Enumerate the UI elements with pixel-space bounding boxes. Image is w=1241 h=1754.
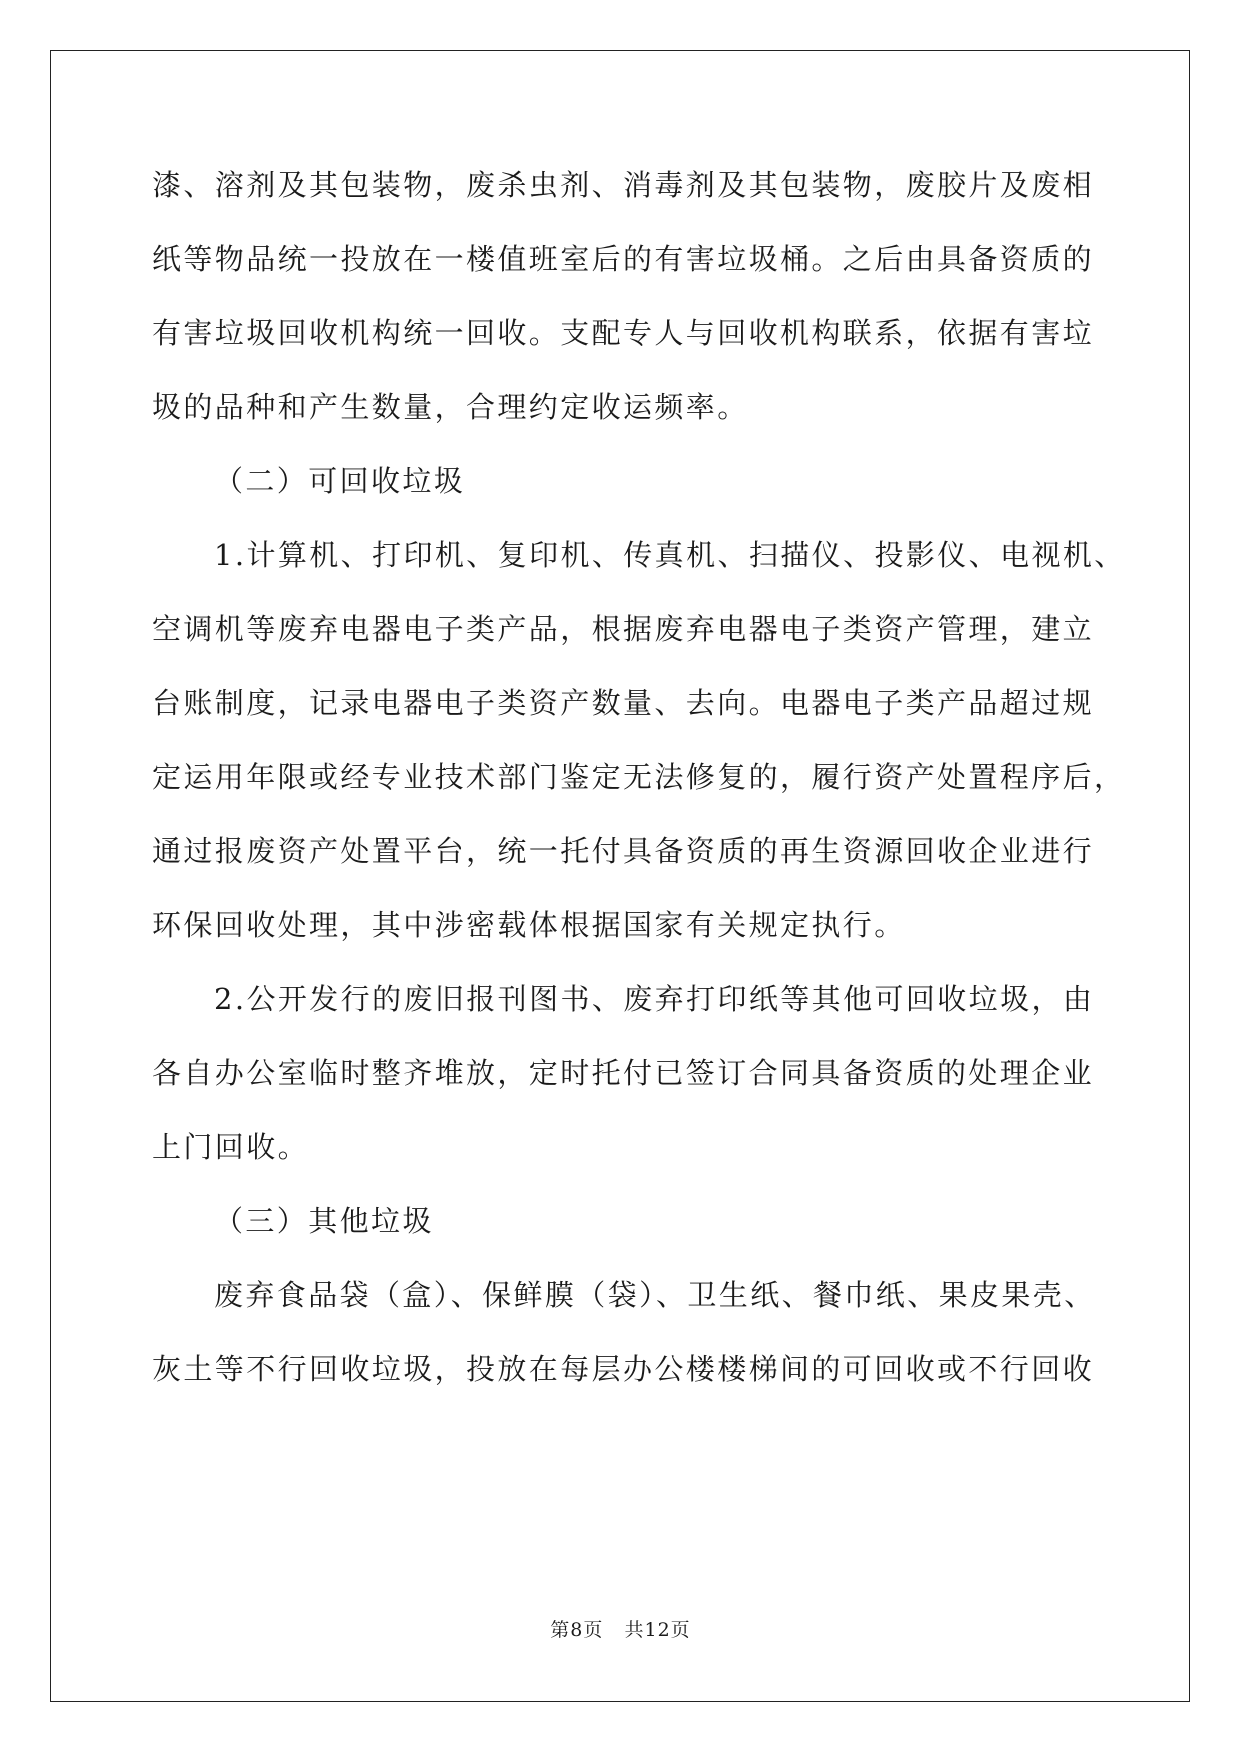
text-line-4: 圾的品种和产生数量，合理约定收运频率。: [152, 390, 749, 424]
text-line-17: 灰土等不行回收垃圾，投放在每层办公楼楼梯间的可回收或不行回收: [152, 1352, 1095, 1386]
text-line-16: 废弃食品袋（盒）、保鲜膜（袋）、卫生纸、餐巾纸、果皮果壳、: [214, 1278, 1096, 1312]
text-line-11: 环保回收处理，其中涉密载体根据国家有关规定执行。: [152, 908, 906, 942]
text-line-9: 定运用年限或经专业技术部门鉴定无法修复的，履行资产处置程序后，: [152, 760, 1126, 794]
text-line-13: 各自办公室临时整齐堆放，定时托付已签订合同具备资质的处理企业: [152, 1056, 1095, 1090]
text-line-6: 1.计算机、打印机、复印机、传真机、扫描仪、投影仪、电视机、: [214, 538, 1126, 572]
section-heading-other: （三）其他垃圾: [214, 1204, 434, 1238]
page-border: [50, 50, 1190, 1702]
text-line-12: 2.公开发行的废旧报刊图书、废弃打印纸等其他可回收垃圾，由: [214, 982, 1095, 1016]
text-line-10: 通过报废资产处置平台，统一托付具备资质的再生资源回收企业进行: [152, 834, 1095, 868]
section-heading-recyclable: （二）可回收垃圾: [214, 464, 466, 498]
text-line-1: 漆、溶剂及其包装物，废杀虫剂、消毒剂及其包装物，废胶片及废相: [152, 168, 1095, 202]
text-line-2: 纸等物品统一投放在一楼值班室后的有害垃圾桶。之后由具备资质的: [152, 242, 1095, 276]
text-line-7: 空调机等废弃电器电子类产品，根据废弃电器电子类资产管理，建立: [152, 612, 1095, 646]
text-line-14: 上门回收。: [152, 1130, 310, 1164]
text-line-3: 有害垃圾回收机构统一回收。支配专人与回收机构联系，依据有害垃: [152, 316, 1095, 350]
text-line-8: 台账制度，记录电器电子类资产数量、去向。电器电子类产品超过规: [152, 686, 1095, 720]
page-number-footer: 第8页 共12页: [550, 1619, 691, 1641]
